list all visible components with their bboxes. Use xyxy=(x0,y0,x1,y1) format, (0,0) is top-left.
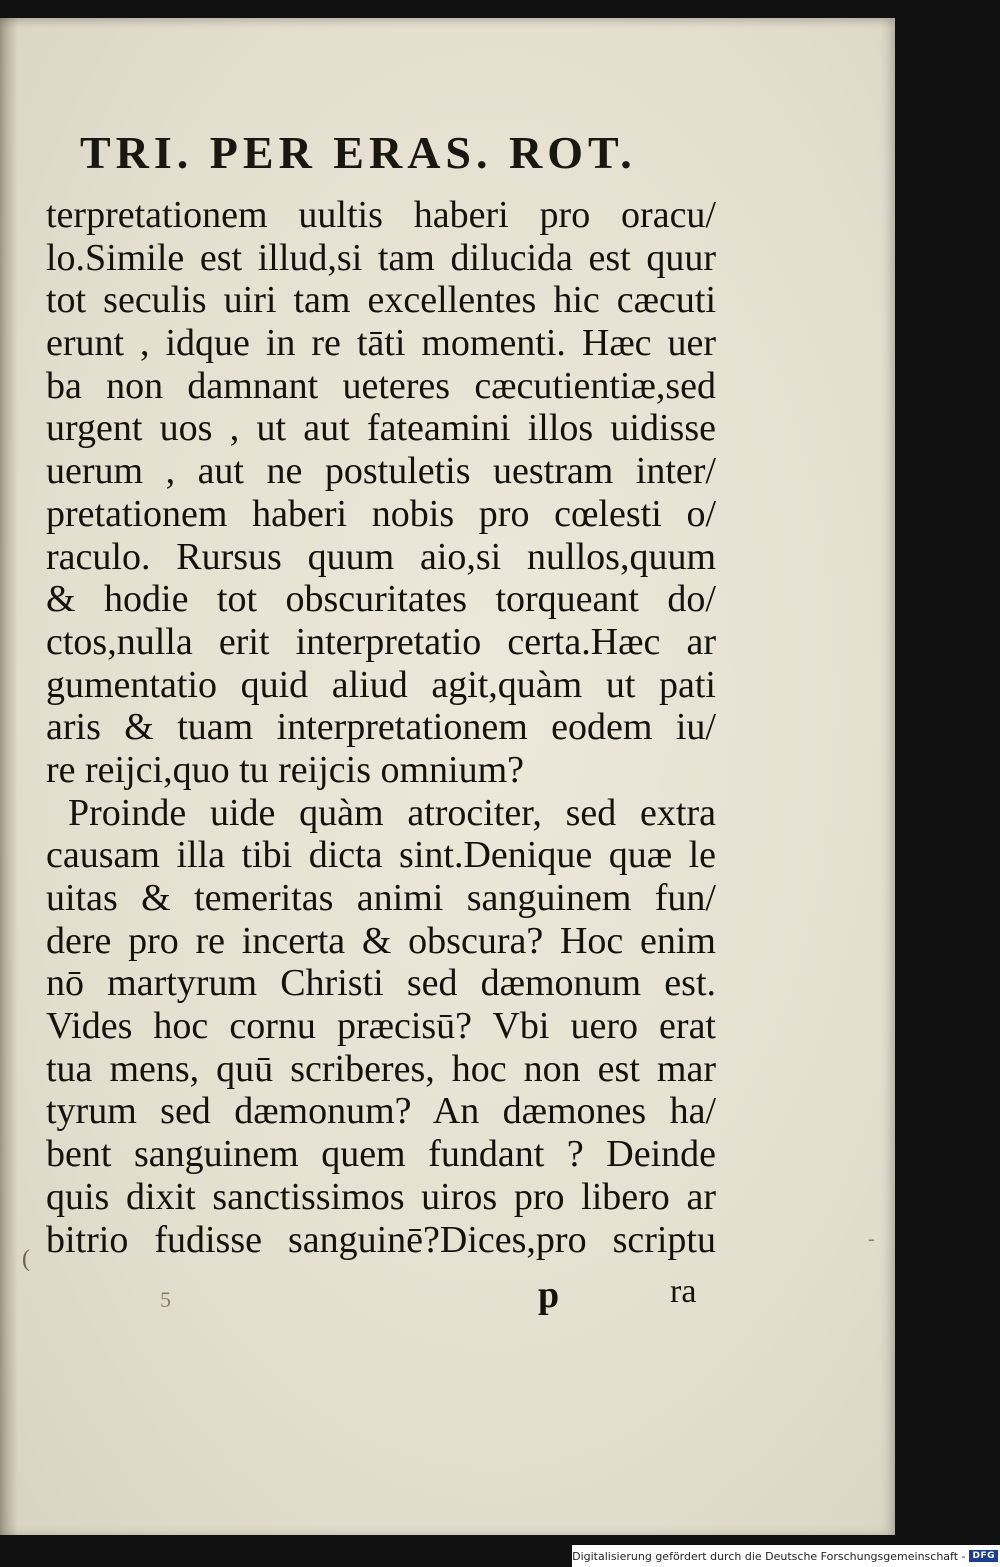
text-line: lo.Simile est illud,si tam dilucida est quur xyxy=(46,236,716,279)
text-line: tot seculis uiri tam excellentes hic cæcuti xyxy=(46,279,716,322)
text-line: uerum , aut ne postuletis uestram inter/ xyxy=(46,450,716,493)
text-line: ctos,nulla erit interpretatio certa.Hæc ar xyxy=(46,620,716,663)
margin-dash-mark: - xyxy=(868,1228,875,1250)
text-line: pretationem haberi nobis pro cœlesti o/ xyxy=(46,492,716,535)
text-line: tua mens, quū scriberes, hoc non est mar xyxy=(46,1047,716,1090)
text-line: tyrum sed dæmonum? An dæmones ha/ xyxy=(46,1090,716,1133)
text-line: dere pro re incerta & obscura? Hoc enim xyxy=(46,919,716,962)
text-line: Vides hoc cornu præcisū? Vbi uero erat xyxy=(46,1005,716,1048)
text-line: erunt , idque in re tāti momenti. Hæc uer xyxy=(46,322,716,365)
text-line: causam illa tibi dicta sint.Denique quæ le xyxy=(46,834,716,877)
text-line: terpretationem uultis haberi pro oracu/ xyxy=(46,194,716,236)
text-line: bitrio fudisse sanguinē?Dices,pro scriptu xyxy=(46,1218,716,1261)
small-signature-mark: 5 xyxy=(160,1287,171,1312)
text-line: aris & tuam interpretationem eodem iu/ xyxy=(46,706,716,749)
text-line: uitas & temeritas animi sanguinem fun/ xyxy=(46,877,716,919)
digitization-credit xyxy=(572,1545,1000,1567)
credit-text: Digitalisierung gefördert durch die Deutsche Forschungsgemeinschaft - xyxy=(572,1549,966,1563)
margin-bracket-mark: ( xyxy=(22,1246,30,1272)
text-line: re reijci,quo tu reijcis omnium? xyxy=(46,748,525,791)
page-footer xyxy=(0,1273,895,1316)
signature-letter: p xyxy=(538,1274,560,1316)
body-text xyxy=(46,194,716,1261)
catchword: ra xyxy=(670,1273,697,1310)
text-line: & hodie tot obscuritates torqueant do/ xyxy=(46,578,716,621)
text-line: raculo. Rursus quum aio,si nullos,quum xyxy=(46,535,716,578)
text-line: Proinde uide quàm atrociter, sed extra xyxy=(68,791,716,834)
text-line: urgent uos , ut aut fateamini illos uidisse xyxy=(46,407,716,450)
running-head: TRI. PER ERAS. ROT. xyxy=(80,127,637,178)
text-line: nō martyrum Christi sed dæmonum est. xyxy=(46,962,716,1005)
text-line: ba non damnant ueteres cæcutientiæ,sed xyxy=(46,364,716,407)
text-line: gumentatio quid aliud agit,quàm ut pati xyxy=(46,663,716,706)
dfg-logo[interactable]: DFG xyxy=(969,1550,998,1562)
text-line: bent sanguinem quem fundant ? Deinde xyxy=(46,1133,716,1176)
text-line: quis dixit sanctissimos uiros pro libero ar xyxy=(46,1175,716,1218)
book-page xyxy=(0,18,895,1535)
